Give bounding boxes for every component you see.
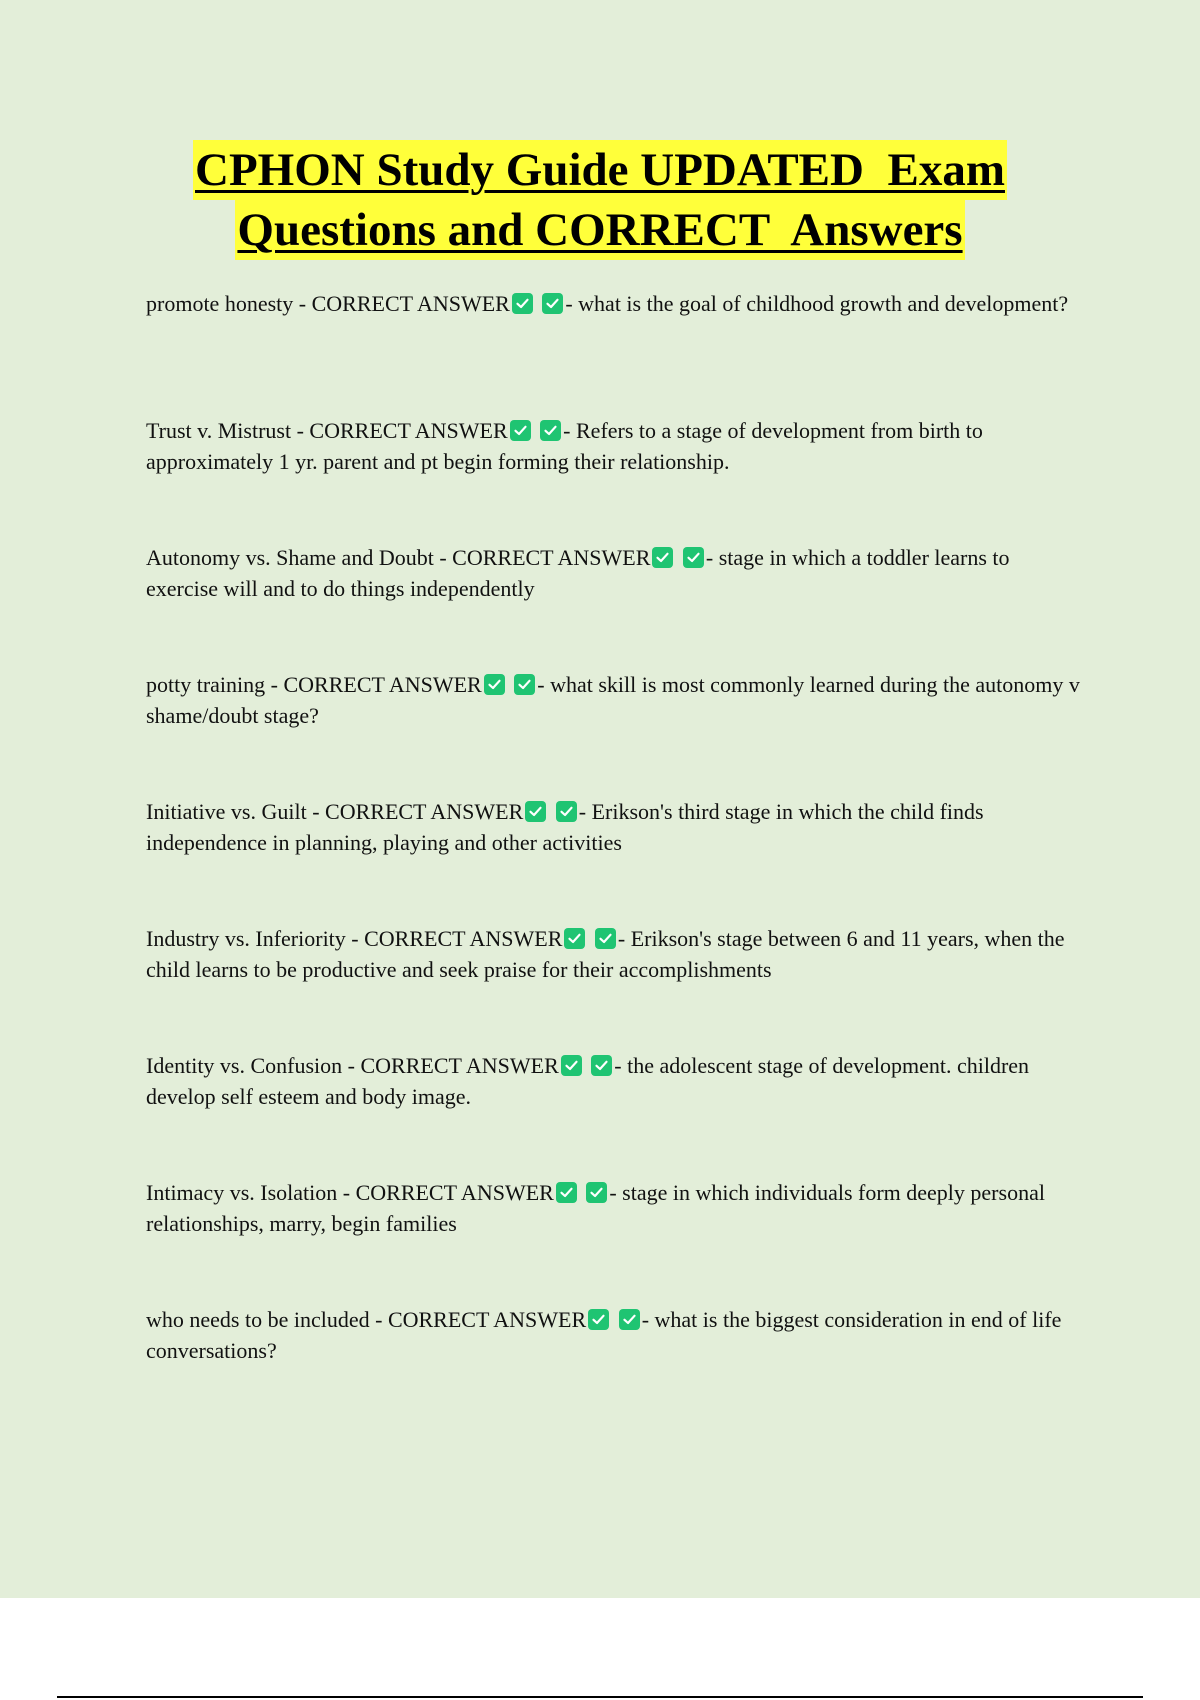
correct-answer-label: CORRECT ANSWER: [355, 1180, 554, 1205]
correct-answer-label: CORRECT ANSWER: [309, 418, 508, 443]
correct-answer-label: CORRECT ANSWER: [364, 926, 563, 951]
question-text: Erikson's third stage in which the child finds independence in planning, playing and other activities: [146, 799, 984, 855]
qa-item: Trust v. Mistrust - CORRECT ANSWER - Refers to a stage of development from birth to approximately 1 yr. parent and pt begin forming their relationship.: [146, 418, 983, 474]
check-box-icon: [556, 1182, 577, 1203]
check-box-icon: [556, 801, 577, 822]
title-line-2: Questions and CORRECT Answers: [235, 200, 964, 260]
correct-answer-label: CORRECT ANSWER: [311, 291, 510, 316]
check-box-icon: [561, 1055, 582, 1076]
check-box-icon: [586, 1182, 607, 1203]
footer-divider: [57, 1696, 1143, 1698]
check-box-icon: [591, 1055, 612, 1076]
correct-answer-label: CORRECT ANSWER: [325, 799, 524, 824]
check-box-icon: [512, 293, 533, 314]
answer-text: promote honesty: [146, 291, 294, 316]
question-text: Erikson's stage between 6 and 11 years, when the child learns to be productive and seek praise for their accomplishments: [146, 926, 1065, 982]
check-box-icon: [683, 547, 704, 568]
correct-answer-label: CORRECT ANSWER: [283, 672, 482, 697]
qa-item: Industry vs. Inferiority - CORRECT ANSWER - Erikson's stage between 6 and 11 years, when the child learns to be productive and seek praise for their accomplishments: [146, 926, 1065, 982]
qa-item: Initiative vs. Guilt - CORRECT ANSWER - Erikson's third stage in which the child finds independence in planning, playing and other activities: [146, 799, 984, 855]
check-box-icon: [542, 293, 563, 314]
check-box-icon: [484, 674, 505, 695]
qa-item: Identity vs. Confusion - CORRECT ANSWER - the adolescent stage of development. children develop self esteem and body image.: [146, 1053, 1030, 1109]
qa-list: [146, 288, 1086, 1431]
document-title: [0, 140, 1200, 260]
correct-answer-label: CORRECT ANSWER: [360, 1053, 559, 1078]
title-line-1: CPHON Study Guide UPDATED Exam: [193, 140, 1007, 200]
qa-item: promote honesty - CORRECT ANSWER - what is the goal of childhood growth and development?: [146, 291, 1069, 316]
answer-text: Autonomy vs. Shame and Doubt: [146, 545, 434, 570]
qa-item: Autonomy vs. Shame and Doubt - CORRECT ANSWER - stage in which a toddler learns to exercise will and to do things independently: [146, 545, 1010, 601]
correct-answer-label: CORRECT ANSWER: [452, 545, 651, 570]
correct-answer-label: CORRECT ANSWER: [387, 1307, 587, 1332]
qa-item: who needs to be included - CORRECT ANSWER - what is the biggest consideration in end of life conversations?: [146, 1307, 1062, 1363]
check-box-icon: [619, 1309, 640, 1330]
question-text: what is the goal of childhood growth and development?: [578, 291, 1069, 316]
check-box-icon: [588, 1309, 609, 1330]
check-box-icon: [595, 928, 616, 949]
check-box-icon: [564, 928, 585, 949]
check-box-icon: [540, 420, 561, 441]
answer-text: Initiative vs. Guilt: [146, 799, 307, 824]
answer-text: who needs to be included: [146, 1307, 370, 1332]
question-text: what skill is most commonly learned during the autonomy v shame/doubt stage?: [146, 672, 1080, 728]
question-text: stage in which individuals form deeply personal relationships, marry, begin families: [146, 1180, 1045, 1236]
check-box-icon: [652, 547, 673, 568]
answer-text: potty training: [146, 672, 266, 697]
question-text: the adolescent stage of development. children develop self esteem and body image.: [146, 1053, 1030, 1109]
question-text: what is the biggest consideration in end of life conversations?: [146, 1307, 1062, 1363]
qa-item: potty training - CORRECT ANSWER - what skill is most commonly learned during the autonomy v shame/doubt stage?: [146, 672, 1080, 728]
question-text: stage in which a toddler learns to exercise will and to do things independently: [146, 545, 1010, 601]
qa-item: Intimacy vs. Isolation - CORRECT ANSWER - stage in which individuals form deeply personal relationships, marry, begin families: [146, 1180, 1045, 1236]
answer-text: Trust v. Mistrust: [146, 418, 292, 443]
question-text: Refers to a stage of development from birth to approximately 1 yr. parent and pt begin forming their relationship.: [146, 418, 983, 474]
check-box-icon: [514, 674, 535, 695]
answer-text: Intimacy vs. Isolation: [146, 1180, 338, 1205]
check-box-icon: [525, 801, 546, 822]
check-box-icon: [510, 420, 531, 441]
answer-text: Identity vs. Confusion: [146, 1053, 343, 1078]
answer-text: Industry vs. Inferiority: [146, 926, 346, 951]
